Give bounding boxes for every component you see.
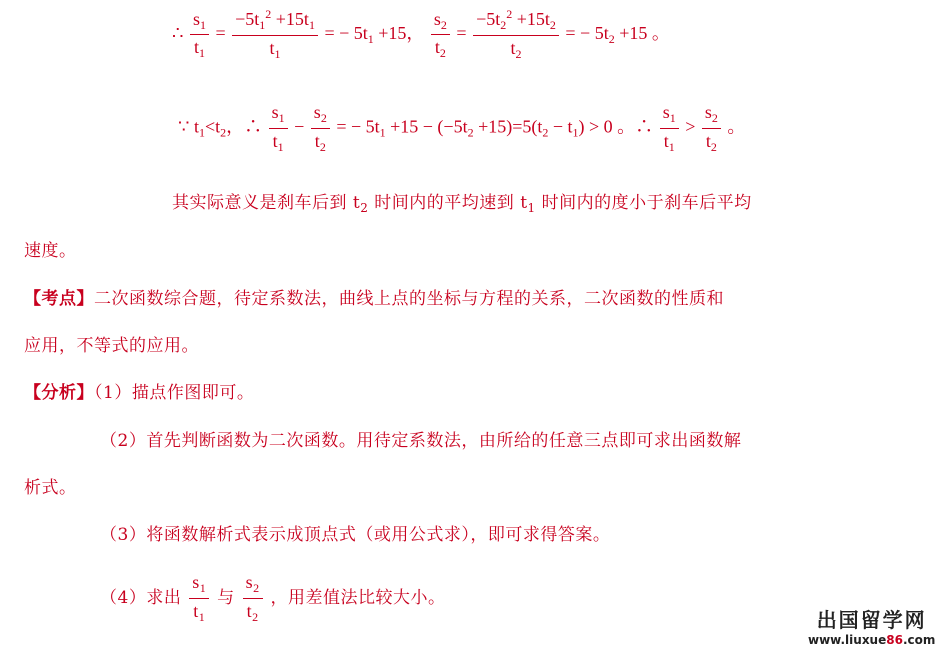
fraction-s2-t2-b: $\frac{s_2}{t_2}$ [311,102,330,155]
fraction-s1-t1-b: $\frac{s_1}{t_1}$ [269,102,288,155]
meaning-line-1: 其实际意义是刹车后到 $t_2$ 时间内的平均速到 $t_1$ 时间内的度小于刹车后平均 [172,193,752,215]
fraction-s1-t1-c: $\frac{s_1}{t_1}$ [660,102,679,155]
fenxi-item-2: （2）首先判断函数为二次函数。用待定系数法，由所给的任意三点即可求出函数解 [100,431,742,451]
fenxi-label: 【分析】 [24,383,94,403]
watermark-url: www.liuxue86.com [808,633,936,647]
watermark [808,604,935,647]
because-symbol: ∵ [178,116,190,137]
result-1: = − 5t [324,22,368,43]
kaodian-line-1: 【考点】二次函数综合题，待定系数法，曲线上点的坐标与方程的关系，二次函数的性质和 [24,289,724,309]
therefore-symbol: ∴ [172,22,184,43]
fraction-expression-1: $\frac{-5t_1^2 +15t_1}{t_1}$ [232,8,318,62]
fenxi-item-4: （4）求出 $\frac{s_1}{t_1}$ 与 $\frac{s_2}{t_2}$ ，用差值法比较大小。 [100,572,446,624]
fenxi-line-1: 【分析】（1）描点作图即可。 [24,383,255,403]
meaning-line-2: 速度。 [24,241,77,261]
watermark-title: 出国留学网 [816,608,927,632]
fraction-expression-2: $\frac{-5t_2^2 +15t_2}{t_2}$ [473,8,559,62]
result-2: = − 5t [565,22,609,43]
fenxi-item-2-cont: 析式。 [24,478,77,498]
fraction-s1-t1-d: $\frac{s_1}{t_1}$ [189,572,209,625]
equals-sign: = [215,22,226,43]
fraction-s2-t2-c: $\frac{s_2}{t_2}$ [702,102,721,155]
equation-line-1: ∴ $\frac{s_1}{t_1}$ = $\frac{-5t_1^2 +15t_1}{t_1}$ = − $5t_1 +15$， $\frac{s_2}{t_2}$ = $\frac{-5t_2^2 +15t_2}{t_2}$ = − $5t_2 +15$ 。 [172,7,670,61]
kaodian-label: 【考点】 [24,289,94,309]
fraction-s2-t2: $\frac{s_2}{t_2}$ [431,9,450,62]
equation-line-2: ∵ $t_1<t_2$，∴ $\frac{s_1}{t_1}$ − $\frac{s_2}{t_2}$ = − $5t_1 +15 - (-5t_2 +15)=5(t_2 - t_1) > 0$ 。∴ $\frac{s_1}{t_1}$ > $\frac{s_2}{t_2}$ 。 [178,102,746,154]
fraction-s1-t1: $\frac{s_1}{t_1}$ [190,9,209,62]
kaodian-line-2: 应用，不等式的应用。 [24,336,199,356]
fraction-s2-t2-d: $\frac{s_2}{t_2}$ [243,572,263,625]
fenxi-item-3: （3）将函数解析式表示成顶点式（或用公式求），即可求得答案。 [100,525,611,545]
